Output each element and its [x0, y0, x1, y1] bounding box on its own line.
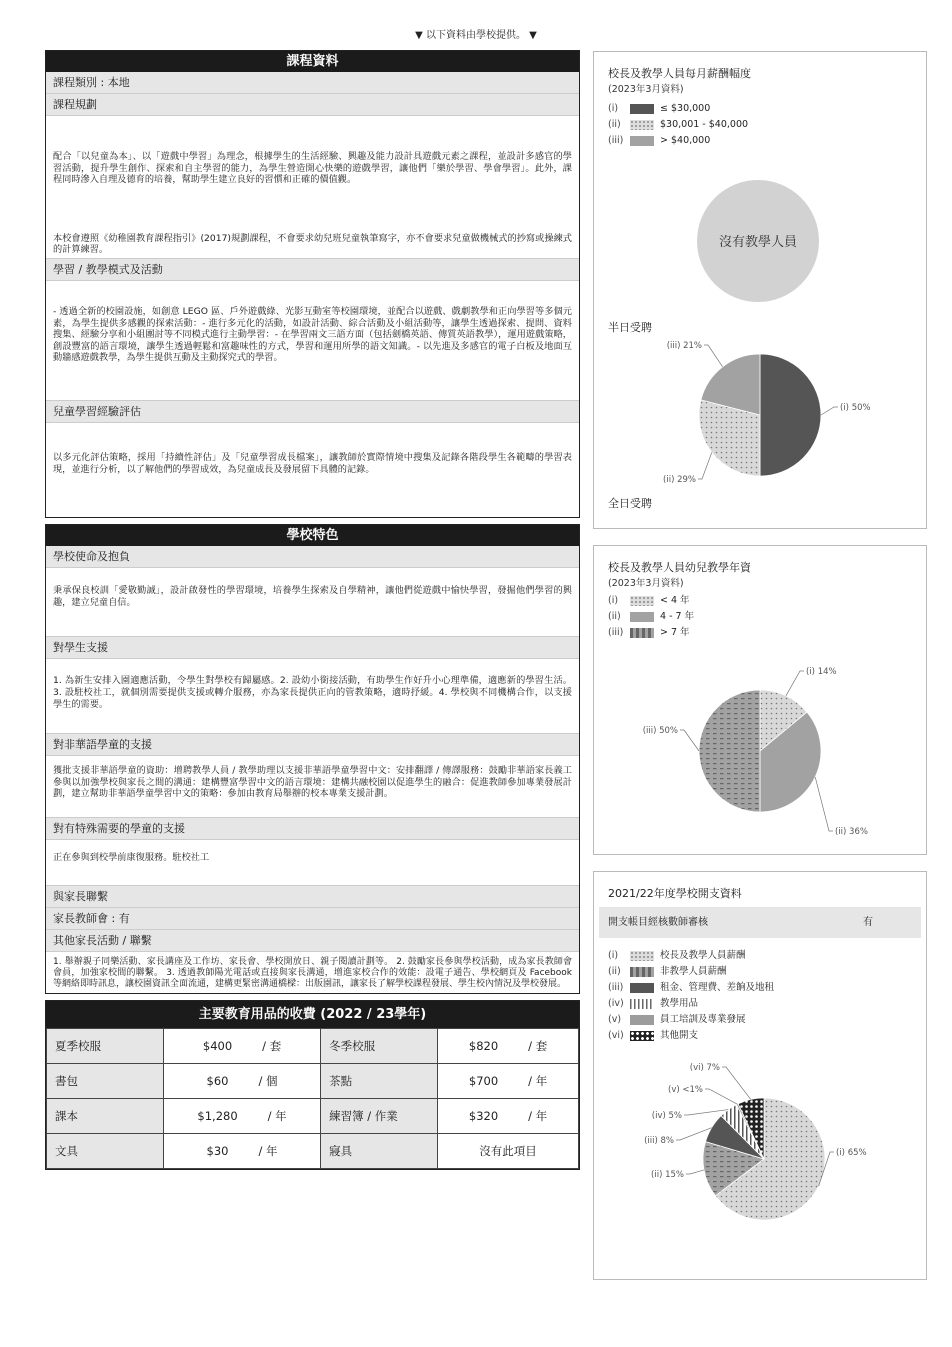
audit-value: 有: [863, 917, 873, 928]
full-day-label: 全日受聘: [608, 497, 652, 510]
pie-leader-line: [684, 1110, 728, 1115]
pie-label-1: (i) 65%: [836, 1148, 867, 1158]
pie-label-1: (i) 50%: [840, 403, 871, 413]
pie-label-4: (iv) 5%: [651, 1111, 682, 1121]
course-section: [45, 50, 580, 518]
pie-leader-line: [680, 730, 699, 751]
fee-item-label: 課本: [47, 1099, 164, 1134]
fee-item-label: 寢具: [321, 1134, 438, 1169]
sen-paragraph: 正在參與到校學前康復服務。駐校社工: [53, 851, 210, 863]
support-paragraph: 1. 為新生安排入園適應活動，令學生對學校有歸屬感。2. 設幼小銜接活動，有助學生作好升小心理準備，適應新的學習生活。3. 設駐校社工，就個別需要提供支援或轉介服務，亦為家長提供正向的管教策略，適時抒緩。4. 學校與不同機構合作，以支援學生的需要。: [53, 675, 572, 710]
salary-legend-2: (ii) $30,001 - $40,000: [608, 119, 749, 130]
legend-swatch: [630, 136, 654, 146]
experience-subtitle: (2023年3月資料): [608, 578, 684, 589]
pie-label-3: (iii) 8%: [644, 1136, 674, 1146]
legend-swatch: [630, 1031, 654, 1041]
ncs-heading: 對非華語學童的支援: [46, 733, 579, 756]
fee-unit: / 年: [528, 1109, 548, 1124]
planning-paragraph-2: 本校會遵照《幼稚園教育課程指引》(2017)規劃課程，不會要求幼兒班兒童執筆寫字，亦不會要求兒童做機械式的抄寫或操練式的計算練習。: [53, 232, 572, 256]
ncs-paragraph: 獲批支援非華語學童的資助：增聘教學人員 / 教學助理以支援非華語學童學習中文：安排翻譯 / 傳譯服務：鼓勵非華語家長義工參與以加強學校與家長之間的溝通：建構豐富學習中文的語言環境：建構共融校園以促進學生的融合：促進教師參加專業發展計劃，建立幫助非華語學童學習中文的策略：參加由教育局舉辦的校本專業支援計劃。: [53, 765, 572, 800]
pie-leader-line: [815, 777, 833, 831]
pie-label-2: (ii) 15%: [651, 1170, 684, 1180]
fee-item-label: 練習簿 / 作業: [321, 1099, 438, 1134]
salary-panel: [593, 51, 927, 529]
legend-swatch: [630, 983, 654, 993]
pie-leader-line: [786, 671, 804, 696]
fee-unit: / 年: [267, 1109, 287, 1124]
mode-heading: 學習 / 教學模式及活動: [46, 258, 579, 281]
audit-row: [599, 907, 921, 938]
support-heading: 對學生支援: [46, 636, 579, 659]
pie-leader-line: [705, 1089, 737, 1104]
salary-legend-1: (i) ≤ $30,000: [608, 103, 711, 114]
experience-title: 校長及教學人員幼兒教學年資: [608, 561, 751, 574]
experience-legend-1: (i) < 4 年: [608, 595, 690, 606]
sen-heading: 對有特殊需要的學童的支援: [46, 817, 579, 840]
expense-legend-2: (ii) 非教學人員薪酬: [608, 966, 727, 977]
expense-legend-6: (vi) 其他開支: [608, 1030, 699, 1041]
fee-unit: / 個: [258, 1074, 278, 1089]
legend-swatch: [630, 967, 654, 977]
half-day-label: 半日受聘: [608, 321, 652, 334]
fee-item-value: [164, 1134, 321, 1169]
other-activities-heading: 其他家長活動 / 聯繫: [46, 930, 579, 952]
pie-label-3: (iii) 50%: [642, 726, 678, 736]
fee-price: $30: [206, 1144, 229, 1159]
pie-label-6: (vi) 7%: [689, 1063, 720, 1073]
expense-legend-3: (iii) 租金、管理費、差餉及地租: [608, 982, 775, 993]
fee-item-value: [438, 1029, 579, 1064]
expense-pie-chart: [594, 1044, 926, 1234]
fee-item-label: 文具: [47, 1134, 164, 1169]
pie-label-3: (iii) 21%: [666, 341, 702, 351]
pie-slice-1: [760, 354, 821, 476]
fee-not-applicable: 沒有此項目: [438, 1134, 579, 1169]
fees-title: 主要教育用品的收費 (2022 / 23學年): [46, 1001, 579, 1028]
pie-leader-line: [821, 407, 838, 415]
legend-swatch: [630, 104, 654, 114]
pie-leader-line: [704, 345, 723, 367]
left-column: [45, 50, 580, 1170]
expense-panel: [593, 871, 927, 1280]
course-type: 課程類別 : 本地: [46, 72, 579, 94]
assess-heading: 兒童學習經驗評估: [46, 400, 579, 423]
salary-legend-3: (iii) > $40,000: [608, 135, 711, 146]
fee-item-label: 冬季校服: [321, 1029, 438, 1064]
fee-row: [47, 1134, 579, 1169]
audit-label: 開支帳目經核數師審核: [608, 917, 708, 928]
pta-status: 家長教師會 : 有: [46, 908, 579, 930]
pie-label-2: (ii) 36%: [835, 827, 868, 837]
fee-price: $400: [202, 1039, 233, 1054]
legend-swatch: [630, 628, 654, 638]
fee-row: [47, 1029, 579, 1064]
fee-item-value: [164, 1064, 321, 1099]
legend-swatch: [630, 951, 654, 961]
fee-unit: / 年: [258, 1144, 278, 1159]
fee-item-value: [438, 1099, 579, 1134]
fee-item-label: 書包: [47, 1064, 164, 1099]
fee-price: $820: [468, 1039, 499, 1054]
info-notice: ▼ 以下資料由學校提供。 ▼: [415, 30, 537, 41]
fee-item-label: 夏季校服: [47, 1029, 164, 1064]
pie-slice-3: [699, 690, 760, 812]
mission-paragraph: 秉承保良校訓「愛敬勤誠」，設計啟發性的學習環境，培養學生探索及自學精神，讓他們從遊戲中愉快學習，發掘他們學習的興趣，建立兒童自信。: [53, 585, 572, 608]
other-activities-paragraph: 1. 舉辦親子同樂活動、家長講座及工作坊、家長會、學校開放日、親子閱讀計劃等。 2. 鼓勵家長參與學校活動，成為家長教師會會員，加強家校間的聯繫。 3. 透過教師陽光電話或直接與家長溝通，增進家校合作的效能：設電子通告、學校網頁及 Facebook 等網絡即時訊息，讓校園資訊全面流通，建構更緊密溝通橋樑：出版園訊，讓家長了解學校課程發展、學生校內情況及學校發展。: [53, 957, 572, 990]
legend-swatch: [630, 999, 654, 1009]
fee-unit: / 套: [262, 1039, 282, 1054]
fee-row: [47, 1099, 579, 1134]
half-day-chart: [594, 149, 926, 319]
fee-row: [47, 1064, 579, 1099]
parent-heading: 與家長聯繫: [46, 885, 579, 908]
planning-heading: 課程規劃: [46, 94, 579, 116]
fees-table: [45, 1000, 580, 1170]
features-section: [45, 524, 580, 994]
experience-legend-2: (ii) 4 - 7 年: [608, 611, 695, 622]
expense-legend-5: (v) 員工培訓及專業發展: [608, 1014, 746, 1025]
fee-item-value: [164, 1099, 321, 1134]
fee-price: $700: [468, 1074, 499, 1089]
legend-swatch: [630, 612, 654, 622]
planning-paragraph-1: 配合「以兒童為本」、以「遊戲中學習」為理念，根據學生的生活經驗、興趣及能力設計具遊戲元素之課程，並設計多感官的學習活動，提升學生創作、探索和自主學習的能力，為學生營造開心快樂的遊戲學習，讓他們「樂於學習、學會學習」。此外，課程同時滲入自理及德育的培養，幫助學生建立良好的習慣和正確的價值觀。: [53, 151, 572, 186]
course-title: 課程資料: [46, 51, 579, 72]
salary-title: 校長及教學人員每月薪酬幅度: [608, 67, 751, 80]
pie-label-5: (v) <1%: [668, 1085, 703, 1095]
expense-legend-4: (iv) 教學用品: [608, 998, 699, 1009]
fee-unit: / 套: [528, 1039, 548, 1054]
no-staff-label: 沒有教學人員: [718, 235, 798, 250]
experience-panel: [593, 545, 927, 855]
fee-unit: / 年: [528, 1074, 548, 1089]
fee-item-label: 茶點: [321, 1064, 438, 1099]
pie-leader-line: [698, 452, 712, 479]
mission-heading: 學校使命及抱負: [46, 546, 579, 568]
pie-label-2: (ii) 29%: [663, 475, 696, 485]
fee-price: $320: [468, 1109, 499, 1124]
legend-swatch: [630, 596, 654, 606]
experience-pie-chart: [594, 641, 926, 837]
pie-label-1: (i) 14%: [806, 667, 837, 677]
features-title: 學校特色: [46, 525, 579, 546]
assess-paragraph: 以多元化評估策略，採用「持續性評估」及「兒童學習成長檔案」，讓教師於實際情境中搜集及記錄各階段學生各範疇的學習表現，並進行分析，以了解他們的學習成效，為兒童成長及發展留下具體的記錄。: [53, 451, 572, 475]
fee-price: $60: [206, 1074, 229, 1089]
fee-item-value: [164, 1029, 321, 1064]
expense-title: 2021/22年度學校開支資料: [608, 887, 742, 900]
salary-subtitle: (2023年3月資料): [608, 84, 684, 95]
pie-leader-line: [686, 1170, 704, 1174]
legend-swatch: [630, 120, 654, 130]
legend-swatch: [630, 1015, 654, 1025]
full-day-pie-chart: [594, 335, 926, 495]
mode-paragraph: - 透過全新的校園設施，如創意 LEGO 區、戶外遊戲綠、光影互動室等校園環境，並配合以遊戲、戲劇教學和正向學習等多個元素，為學生提供多感觀的探索活動：- 進行多元化的活動，如設計活動、綜合活動及小組活動等，讓學生透過探索、提問、資料搜集、經驗分享和小組團討等不同模式進行主動學習：- 在學習兩文三語方面（包括劍橋英語、傳質英語教學），運用遊戲策略，創設豐富的語言環境，讓學生透過輕鬆和富趣味性的方式，學習和運用所學的語文知識。- 以先進及多感官的電子白板及地面互動牆感遊戲教學，為學生提供互動及主動探究式的學習。: [53, 305, 572, 364]
fee-price: $1,280: [197, 1109, 238, 1124]
expense-legend-1: (i) 校長及教學人員薪酬: [608, 950, 746, 961]
pie-leader-line: [722, 1067, 751, 1099]
fee-item-value: [438, 1064, 579, 1099]
experience-legend-3: (iii) > 7 年: [608, 627, 690, 638]
